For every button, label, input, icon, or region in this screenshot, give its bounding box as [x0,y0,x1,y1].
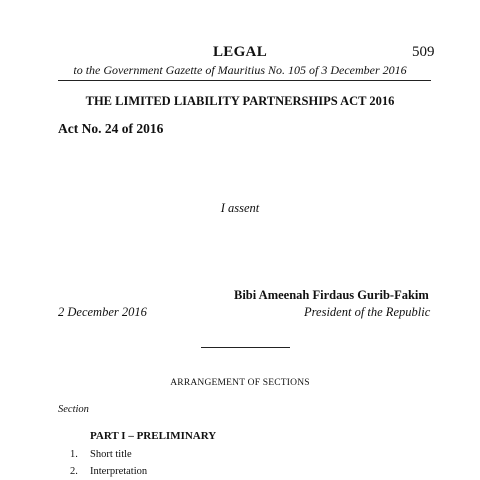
page-number: 509 [412,44,435,60]
act-title: THE LIMITED LIABILITY PARTNERSHIPS ACT 2016 [85,94,395,108]
header-divider [58,80,431,81]
gazette-header-title: LEGAL [212,44,267,60]
toc-item-title: Short title [90,449,132,460]
toc-item-number: 1. [70,449,78,460]
part-heading: PART I – PRELIMINARY [90,430,217,442]
arrangement-heading: ARRANGEMENT OF SECTIONS [170,378,310,388]
act-number: Act No. 24 of 2016 [58,121,164,136]
assent-date: 2 December 2016 [58,305,147,319]
gazette-header-subtitle: to the Government Gazette of Mauritius No. 105 of 3 December 2016 [73,63,407,77]
signatory-title: President of the Republic [304,305,431,319]
section-divider [201,347,290,348]
toc-item-number: 2. [70,466,78,477]
toc-item-title: Interpretation [90,466,148,477]
assent-text: I assent [220,201,260,215]
signatory-name: Bibi Ameenah Firdaus Gurib-Fakim [234,288,429,302]
section-column-label: Section [58,404,89,415]
